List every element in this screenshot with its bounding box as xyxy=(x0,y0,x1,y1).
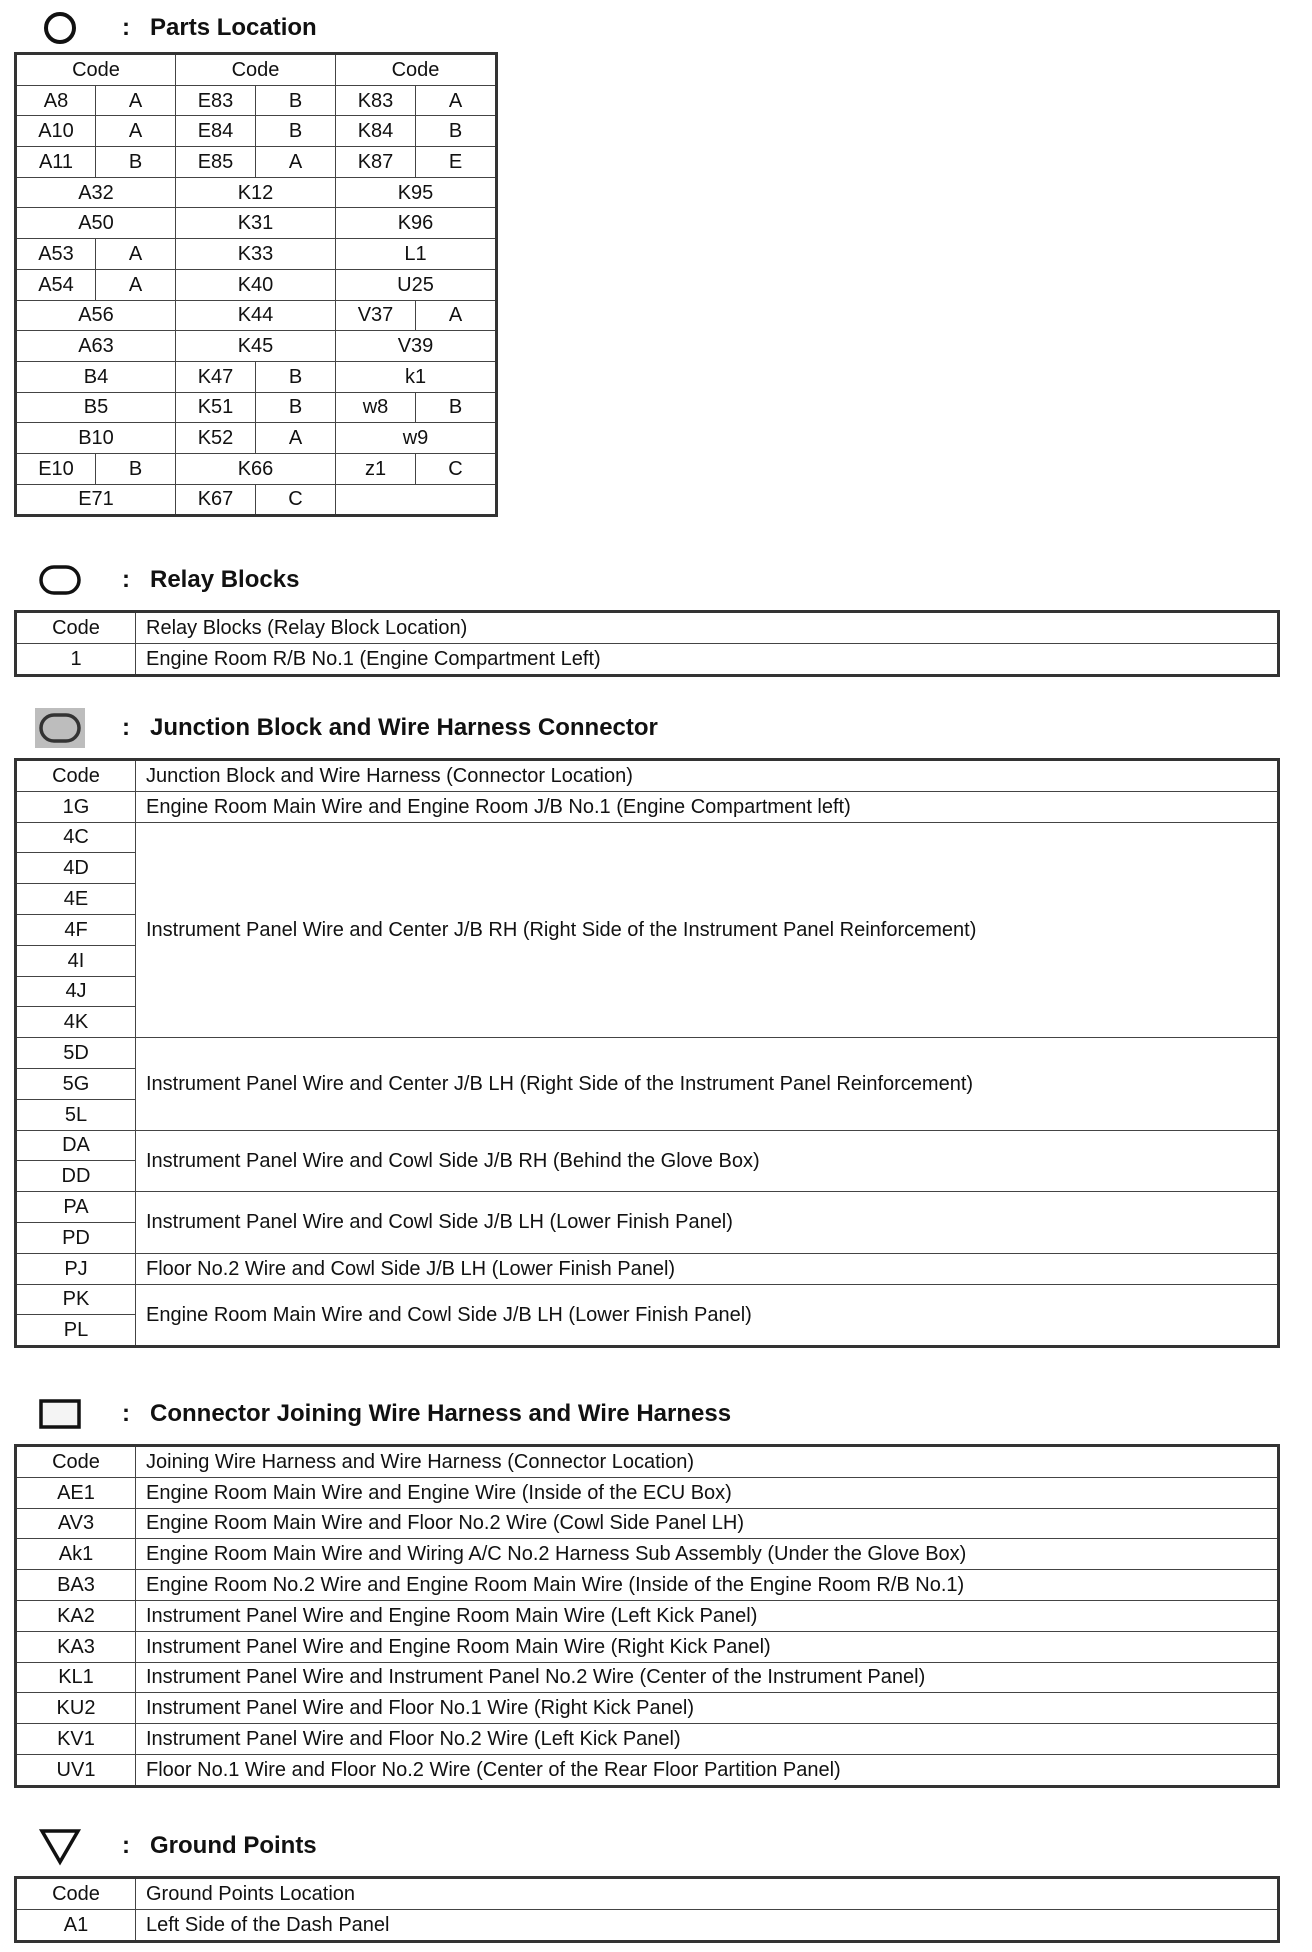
location-cell: Engine Room Main Wire and Engine Room J/B No.1 (Engine Compartment left) xyxy=(136,791,1279,822)
table-row xyxy=(16,147,497,178)
part-code-cell: A63 xyxy=(16,331,176,362)
part-connector-cell: B xyxy=(416,116,497,147)
table-row xyxy=(16,484,497,516)
code-cell: 4D xyxy=(16,853,136,884)
part-code-cell: K44 xyxy=(176,300,336,331)
ground-points-table xyxy=(14,1876,1280,1943)
rounded-rect-icon xyxy=(30,560,90,600)
part-code-cell: k1 xyxy=(336,361,497,392)
part-code-cell: w8 xyxy=(336,392,416,423)
section-title: Parts Location xyxy=(150,14,317,41)
table-row xyxy=(16,1600,1279,1631)
table-row xyxy=(16,331,497,362)
table-row xyxy=(16,1662,1279,1693)
table-row xyxy=(16,1038,1279,1069)
circle-icon xyxy=(30,8,90,48)
code-cell: 5D xyxy=(16,1038,136,1069)
table-row xyxy=(16,116,497,147)
connector-joining-heading: : Connector Joining Wire Harness and Wire Harness xyxy=(30,1394,731,1434)
part-connector-cell: B xyxy=(256,116,336,147)
part-connector-cell: A xyxy=(416,85,497,116)
table-row xyxy=(16,300,497,331)
table-row xyxy=(16,392,497,423)
code-cell: DD xyxy=(16,1161,136,1192)
table-row xyxy=(16,1508,1279,1539)
code-cell: 4C xyxy=(16,822,136,853)
table-header-row xyxy=(16,760,1279,792)
code-column-header: Code xyxy=(16,612,136,644)
table-row xyxy=(16,1631,1279,1662)
location-cell: Floor No.1 Wire and Floor No.2 Wire (Center of the Rear Floor Partition Panel) xyxy=(136,1754,1279,1786)
table-header-row xyxy=(16,1446,1279,1478)
table-row xyxy=(16,239,497,270)
column-header: Code xyxy=(16,54,176,86)
shaded-rounded-rect-icon xyxy=(30,708,90,748)
part-code-cell: K33 xyxy=(176,239,336,270)
part-code-cell: A53 xyxy=(16,239,96,270)
part-code-cell: K12 xyxy=(176,177,336,208)
part-connector-cell: C xyxy=(256,484,336,516)
code-cell: 4K xyxy=(16,1007,136,1038)
code-cell: PL xyxy=(16,1315,136,1347)
part-connector-cell: B xyxy=(256,361,336,392)
part-code-cell: K31 xyxy=(176,208,336,239)
table-row xyxy=(16,1754,1279,1786)
location-cell: Instrument Panel Wire and Cowl Side J/B RH (Behind the Glove Box) xyxy=(136,1130,1279,1192)
table-row xyxy=(16,177,497,208)
code-column-header: Code xyxy=(16,760,136,792)
part-code-cell: A50 xyxy=(16,208,176,239)
table-row xyxy=(16,1539,1279,1570)
part-connector-cell: E xyxy=(416,147,497,178)
section-title: Relay Blocks xyxy=(150,566,300,593)
part-code-cell: B4 xyxy=(16,361,176,392)
code-cell: 1 xyxy=(16,643,136,675)
code-cell: 5L xyxy=(16,1099,136,1130)
relay-blocks-heading: : Relay Blocks xyxy=(30,560,299,600)
part-connector-cell: B xyxy=(256,85,336,116)
code-cell: 4F xyxy=(16,914,136,945)
table-row xyxy=(16,208,497,239)
part-code-cell: K83 xyxy=(336,85,416,116)
code-cell: KL1 xyxy=(16,1662,136,1693)
table-row xyxy=(16,1909,1279,1941)
table-row xyxy=(16,1570,1279,1601)
location-cell: Engine Room Main Wire and Floor No.2 Wire (Cowl Side Panel LH) xyxy=(136,1508,1279,1539)
code-cell: AV3 xyxy=(16,1508,136,1539)
part-code-cell: z1 xyxy=(336,453,416,484)
table-row xyxy=(16,361,497,392)
table-row xyxy=(16,1253,1279,1284)
table-row xyxy=(16,269,497,300)
code-cell: UV1 xyxy=(16,1754,136,1786)
location-column-header: Joining Wire Harness and Wire Harness (Connector Location) xyxy=(136,1446,1279,1478)
part-code-cell: A11 xyxy=(16,147,96,178)
part-connector-cell: A xyxy=(416,300,497,331)
location-cell: Left Side of the Dash Panel xyxy=(136,1909,1279,1941)
code-cell: 5G xyxy=(16,1068,136,1099)
table-row xyxy=(16,423,497,454)
parts-location-heading: : Parts Location xyxy=(30,8,317,48)
part-code-cell: K51 xyxy=(176,392,256,423)
part-code-cell: E85 xyxy=(176,147,256,178)
table-header-row xyxy=(16,1878,1279,1910)
part-code-cell: A54 xyxy=(16,269,96,300)
code-cell: KU2 xyxy=(16,1693,136,1724)
table-row xyxy=(16,85,497,116)
location-cell: Instrument Panel Wire and Engine Room Main Wire (Right Kick Panel) xyxy=(136,1631,1279,1662)
part-code-cell: K47 xyxy=(176,361,256,392)
section-title: Connector Joining Wire Harness and Wire Harness xyxy=(150,1400,732,1427)
code-cell: AE1 xyxy=(16,1477,136,1508)
part-code-cell: K40 xyxy=(176,269,336,300)
part-connector-cell: B xyxy=(416,392,497,423)
section-title: Junction Block and Wire Harness Connector xyxy=(150,714,658,741)
code-cell: 4E xyxy=(16,884,136,915)
part-code-cell: K66 xyxy=(176,453,336,484)
junction-block-heading: : Junction Block and Wire Harness Connector xyxy=(30,708,658,748)
code-cell: A1 xyxy=(16,1909,136,1941)
part-code-cell xyxy=(336,484,497,516)
table-row xyxy=(16,453,497,484)
triangle-down-icon xyxy=(30,1826,90,1866)
table-row xyxy=(16,822,1279,853)
part-code-cell: B10 xyxy=(16,423,176,454)
code-cell: PA xyxy=(16,1192,136,1223)
code-cell: 4I xyxy=(16,945,136,976)
location-cell: Instrument Panel Wire and Center J/B RH (Right Side of the Instrument Panel Reinforcement) xyxy=(136,822,1279,1038)
section-title: Ground Points xyxy=(150,1832,317,1859)
part-code-cell: K96 xyxy=(336,208,497,239)
part-code-cell: w9 xyxy=(336,423,497,454)
column-header: Code xyxy=(176,54,336,86)
table-row xyxy=(16,643,1279,675)
location-cell: Instrument Panel Wire and Cowl Side J/B LH (Lower Finish Panel) xyxy=(136,1192,1279,1254)
table-row xyxy=(16,1130,1279,1161)
part-connector-cell: A xyxy=(256,147,336,178)
part-code-cell: B5 xyxy=(16,392,176,423)
part-code-cell: V39 xyxy=(336,331,497,362)
part-connector-cell: A xyxy=(96,116,176,147)
location-cell: Instrument Panel Wire and Instrument Panel No.2 Wire (Center of the Instrument Panel) xyxy=(136,1662,1279,1693)
part-connector-cell: A xyxy=(96,85,176,116)
connector-joining-table xyxy=(14,1444,1280,1788)
table-row xyxy=(16,791,1279,822)
code-cell: BA3 xyxy=(16,1570,136,1601)
location-cell: Instrument Panel Wire and Center J/B LH (Right Side of the Instrument Panel Reinforcement) xyxy=(136,1038,1279,1130)
code-cell: KA3 xyxy=(16,1631,136,1662)
table-header-row xyxy=(16,54,497,86)
part-code-cell: E10 xyxy=(16,453,96,484)
part-code-cell: V37 xyxy=(336,300,416,331)
code-cell: PK xyxy=(16,1284,136,1315)
relay-blocks-table xyxy=(14,610,1280,677)
code-cell: 4J xyxy=(16,976,136,1007)
location-cell: Engine Room Main Wire and Cowl Side J/B LH (Lower Finish Panel) xyxy=(136,1284,1279,1347)
table-row xyxy=(16,1284,1279,1315)
location-column-header: Relay Blocks (Relay Block Location) xyxy=(136,612,1279,644)
table-row xyxy=(16,1724,1279,1755)
part-code-cell: E83 xyxy=(176,85,256,116)
junction-block-table xyxy=(14,758,1280,1348)
code-cell: KV1 xyxy=(16,1724,136,1755)
location-column-header: Junction Block and Wire Harness (Connector Location) xyxy=(136,760,1279,792)
part-code-cell: L1 xyxy=(336,239,497,270)
table-row xyxy=(16,1477,1279,1508)
part-connector-cell: B xyxy=(96,453,176,484)
location-column-header: Ground Points Location xyxy=(136,1878,1279,1910)
ground-points-heading: : Ground Points xyxy=(30,1826,317,1866)
part-code-cell: K67 xyxy=(176,484,256,516)
part-code-cell: K52 xyxy=(176,423,256,454)
part-code-cell: A8 xyxy=(16,85,96,116)
part-code-cell: E71 xyxy=(16,484,176,516)
part-code-cell: K84 xyxy=(336,116,416,147)
code-cell: PJ xyxy=(16,1253,136,1284)
location-cell: Instrument Panel Wire and Engine Room Main Wire (Left Kick Panel) xyxy=(136,1600,1279,1631)
part-connector-cell: A xyxy=(96,239,176,270)
location-cell: Instrument Panel Wire and Floor No.1 Wire (Right Kick Panel) xyxy=(136,1693,1279,1724)
code-column-header: Code xyxy=(16,1878,136,1910)
part-code-cell: A32 xyxy=(16,177,176,208)
location-cell: Engine Room Main Wire and Engine Wire (Inside of the ECU Box) xyxy=(136,1477,1279,1508)
parts-location-table xyxy=(14,52,498,517)
table-header-row xyxy=(16,612,1279,644)
part-code-cell: U25 xyxy=(336,269,497,300)
code-cell: 1G xyxy=(16,791,136,822)
code-cell: DA xyxy=(16,1130,136,1161)
location-cell: Floor No.2 Wire and Cowl Side J/B LH (Lower Finish Panel) xyxy=(136,1253,1279,1284)
table-row xyxy=(16,1693,1279,1724)
location-cell: Instrument Panel Wire and Floor No.2 Wire (Left Kick Panel) xyxy=(136,1724,1279,1755)
code-cell: Ak1 xyxy=(16,1539,136,1570)
part-connector-cell: B xyxy=(256,392,336,423)
part-code-cell: A10 xyxy=(16,116,96,147)
part-code-cell: A56 xyxy=(16,300,176,331)
location-cell: Engine Room No.2 Wire and Engine Room Main Wire (Inside of the Engine Room R/B No.1) xyxy=(136,1570,1279,1601)
code-column-header: Code xyxy=(16,1446,136,1478)
column-header: Code xyxy=(336,54,497,86)
location-cell: Engine Room R/B No.1 (Engine Compartment Left) xyxy=(136,643,1279,675)
table-row xyxy=(16,1192,1279,1223)
code-cell: KA2 xyxy=(16,1600,136,1631)
part-code-cell: K95 xyxy=(336,177,497,208)
part-code-cell: E84 xyxy=(176,116,256,147)
square-icon xyxy=(30,1394,90,1434)
part-connector-cell: C xyxy=(416,453,497,484)
part-connector-cell: B xyxy=(96,147,176,178)
part-code-cell: K87 xyxy=(336,147,416,178)
location-cell: Engine Room Main Wire and Wiring A/C No.2 Harness Sub Assembly (Under the Glove Box) xyxy=(136,1539,1279,1570)
code-cell: PD xyxy=(16,1222,136,1253)
part-connector-cell: A xyxy=(96,269,176,300)
part-connector-cell: A xyxy=(256,423,336,454)
part-code-cell: K45 xyxy=(176,331,336,362)
